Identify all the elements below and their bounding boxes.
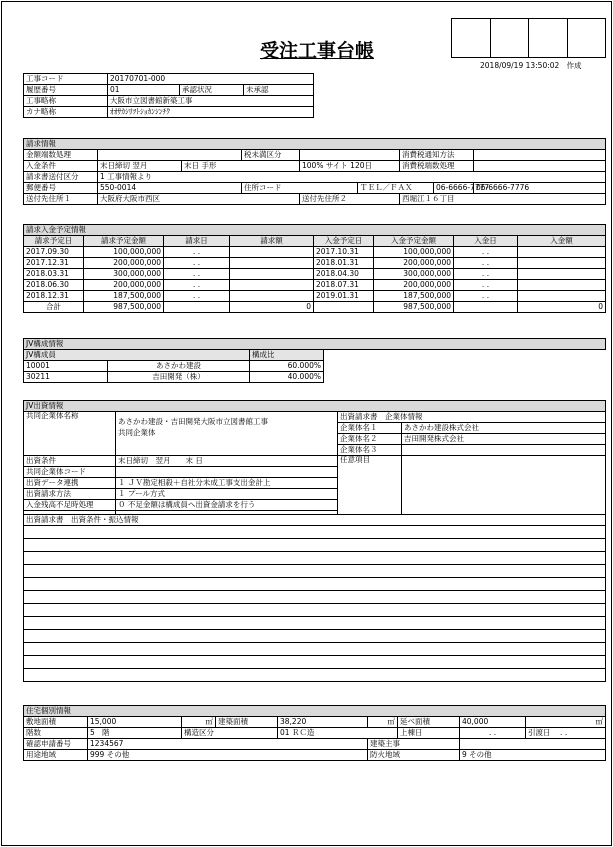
label: 引渡日 xyxy=(528,728,551,738)
label: 構造区分 xyxy=(182,728,278,739)
payment-terms: 末日締切 翌月 xyxy=(98,161,182,172)
ledger-page xyxy=(1,1,612,846)
table-cell xyxy=(518,280,606,291)
table-cell: 300,000,000 xyxy=(374,269,454,280)
shortfall-handling: ０ 不足金額は構成員へ出資金請求を行う xyxy=(116,500,338,511)
table-cell: 吉田開発（株） xyxy=(108,372,250,383)
floor-area: 40,000 xyxy=(460,717,526,728)
label: 工事略称 xyxy=(24,96,108,107)
label: JV構成員 xyxy=(24,350,250,361)
column-header: 請求予定金額 xyxy=(84,236,164,247)
company-1: あさかわ建設株式会社 xyxy=(402,423,606,434)
label: 企業体名２ xyxy=(338,434,402,445)
stamp-box xyxy=(568,19,606,57)
label: 郵便番号 xyxy=(24,183,98,194)
label: 出資請求書 企業体情報 xyxy=(338,412,606,423)
company-2: 吉田開発株式会社 xyxy=(402,434,606,445)
label: 税未満区分 xyxy=(242,150,300,161)
column-header: 入金予定日 xyxy=(314,236,374,247)
label: 出資条件 xyxy=(24,456,116,467)
label: 出資請求方法 xyxy=(24,489,116,500)
request-method: １ プール方式 xyxy=(116,489,338,500)
label: 消費税端数処理 xyxy=(400,161,474,172)
label: 工事コード xyxy=(24,74,108,85)
column-header: 入金予定金額 xyxy=(374,236,454,247)
table-cell: 30211 xyxy=(24,372,108,383)
label: 延べ面積 xyxy=(398,717,460,728)
revision-number: 01 xyxy=(108,85,180,96)
label: 用途地域 xyxy=(24,750,88,761)
label: 送付先住所２ xyxy=(300,194,400,205)
label: 確認申請番号 xyxy=(24,739,88,750)
column-header: 請求日 xyxy=(164,236,230,247)
building-owner xyxy=(460,739,606,750)
label: 金額端数処理 xyxy=(24,150,98,161)
framing-date: . . xyxy=(460,728,526,739)
label: 請求書送付区分 xyxy=(24,172,98,183)
label: 共同企業体名称 xyxy=(24,412,116,456)
postal-code: 550-0014 xyxy=(98,183,242,194)
note-line xyxy=(24,526,606,539)
table-cell: 100,000,000 xyxy=(84,247,164,258)
table-cell: 100,000,000 xyxy=(374,247,454,258)
table-cell: あさかわ建設 xyxy=(108,361,250,372)
table-cell: . . xyxy=(454,247,518,258)
table-cell: 2018.01.31 xyxy=(314,258,374,269)
table-cell: 2018.04.30 xyxy=(314,269,374,280)
table-row xyxy=(24,291,606,302)
label: 防火地域 xyxy=(368,750,460,761)
label: 出資データ連携 xyxy=(24,478,116,489)
printed-timestamp: 2018/09/19 13:50:02 作成 xyxy=(480,61,582,70)
label: 入金残高不足時処理 xyxy=(24,500,116,511)
floors: 5 xyxy=(90,728,95,738)
table-cell: 200,000,000 xyxy=(374,280,454,291)
table-cell: 200,000,000 xyxy=(84,280,164,291)
site-area: 15,000 xyxy=(88,717,182,728)
stamp-box xyxy=(529,19,568,57)
use-zone: 999 その他 xyxy=(88,750,368,761)
table-cell: . . xyxy=(454,280,518,291)
approval-stamp-boxes xyxy=(451,18,606,58)
address-2: 西堀江１６丁目 xyxy=(400,194,606,205)
note-line xyxy=(24,604,606,617)
table-row xyxy=(24,372,606,383)
jv-name-2: 共同企業体 xyxy=(118,428,156,437)
section-header: 請求入金予定情報 xyxy=(24,225,606,236)
tel: 06-6666-7777 xyxy=(434,183,474,194)
note-line xyxy=(24,591,606,604)
table-cell: 60.000% xyxy=(250,361,324,372)
label: 建築主事 xyxy=(368,739,460,750)
total-billed: 0 xyxy=(230,302,314,313)
table-cell: . . xyxy=(454,258,518,269)
page-title: 受注工事台帳 xyxy=(259,40,374,62)
table-cell: 2018.06.30 xyxy=(24,280,84,291)
kana-name: ｵｵｻｶｼﾘﾂﾄｼｮｶﾝｼﾝﾁｸ xyxy=(108,107,314,118)
note-line xyxy=(24,565,606,578)
label: 入金条件 xyxy=(24,161,98,172)
table-cell: 300,000,000 xyxy=(84,269,164,280)
building-area: 38,220 xyxy=(278,717,368,728)
table-row xyxy=(24,361,606,372)
label: 消費税通知方法 xyxy=(400,150,474,161)
column-header: 請求額 xyxy=(230,236,314,247)
label: 構成比 xyxy=(250,350,324,361)
construction-name: 大阪市立図書館新築工事 xyxy=(108,96,314,107)
table-cell: 40.000% xyxy=(250,372,324,383)
label: 送付先住所１ xyxy=(24,194,98,205)
table-cell: . . xyxy=(164,280,230,291)
column-header: 請求予定日 xyxy=(24,236,84,247)
note-line xyxy=(24,630,606,643)
payment-terms-2: 末日 手形 xyxy=(182,161,300,172)
table-cell xyxy=(230,291,314,302)
table-cell: 187,500,000 xyxy=(84,291,164,302)
table-row xyxy=(24,269,606,280)
total-paid: 0 xyxy=(518,302,606,313)
column-header: 入金額 xyxy=(518,236,606,247)
basic-info-table xyxy=(23,73,314,118)
jv-code xyxy=(116,467,338,478)
jv-name: あさかわ建設・吉田開発大阪市立図書館工事 xyxy=(118,417,268,426)
table-cell: . . xyxy=(164,247,230,258)
table-cell: 200,000,000 xyxy=(374,258,454,269)
note-line xyxy=(24,656,606,669)
table-cell: 200,000,000 xyxy=(84,258,164,269)
table-cell: . . xyxy=(164,258,230,269)
table-cell xyxy=(230,280,314,291)
label: 出資請求書 出資条件・振込情報 xyxy=(24,515,606,526)
note-line xyxy=(24,643,606,656)
note-line xyxy=(24,539,606,552)
table-cell xyxy=(518,258,606,269)
table-cell xyxy=(518,247,606,258)
label: 建築面積 xyxy=(216,717,278,728)
structure-type: 01 ＲＣ造 xyxy=(278,728,398,739)
send-category: 1 工事情報より xyxy=(98,172,606,183)
label: 企業体名３ xyxy=(338,445,402,456)
label: 承認状況 xyxy=(180,85,244,96)
table-cell: 2018.07.31 xyxy=(314,280,374,291)
note-line xyxy=(24,617,606,630)
billing-info-table xyxy=(23,138,606,205)
approval-status: 未承認 xyxy=(244,85,314,96)
label: 敷地面積 xyxy=(24,717,88,728)
table-cell: . . xyxy=(454,291,518,302)
table-cell: 2017.09.30 xyxy=(24,247,84,258)
table-row xyxy=(24,280,606,291)
data-link: １ ＪＶ勘定相殺＋自社分未成工事支出金計上 xyxy=(116,478,338,489)
table-cell: 2018.03.31 xyxy=(24,269,84,280)
table-cell: 2019.01.31 xyxy=(314,291,374,302)
handover-date: . . xyxy=(560,728,568,738)
investment-terms: 末日締切 翌月 末 日 xyxy=(116,456,338,467)
jv-members-table xyxy=(23,338,606,383)
label: カナ略称 xyxy=(24,107,108,118)
table-cell: 2018.12.31 xyxy=(24,291,84,302)
note-line xyxy=(24,669,606,682)
label: 任意項目 xyxy=(338,456,402,515)
total-pay: 987,500,000 xyxy=(374,302,454,313)
section-header: 住宅個別情報 xyxy=(24,706,606,717)
table-cell: 187,500,000 xyxy=(374,291,454,302)
table-row xyxy=(24,247,606,258)
fax: 06-6666-7776 xyxy=(474,183,606,194)
section-header: JV出資情報 xyxy=(24,401,606,412)
unit: ㎡ xyxy=(526,717,606,728)
table-cell: . . xyxy=(164,269,230,280)
payment-terms-3: 100% サイト 120日 xyxy=(300,161,400,172)
table-cell xyxy=(230,269,314,280)
label: 共同企業体コード xyxy=(24,467,116,478)
fire-zone: 9 その他 xyxy=(460,750,606,761)
housing-info-table xyxy=(23,705,606,761)
table-row xyxy=(24,258,606,269)
unit: ㎡ xyxy=(368,717,398,728)
note-line xyxy=(24,578,606,591)
total-label: 合計 xyxy=(24,302,84,313)
section-header: JV構成情報 xyxy=(24,339,606,350)
billing-schedule-table xyxy=(23,224,606,313)
stamp-box xyxy=(452,19,491,57)
label: 企業体名１ xyxy=(338,423,402,434)
construction-code: 20170701-000 xyxy=(108,74,314,85)
table-cell: 2017.10.31 xyxy=(314,247,374,258)
table-cell xyxy=(230,258,314,269)
label: ＴＥＬ／ＦＡＸ xyxy=(358,183,434,194)
unit: 階 xyxy=(101,728,110,738)
table-cell xyxy=(230,247,314,258)
table-cell xyxy=(518,291,606,302)
label: 履歴番号 xyxy=(24,85,108,96)
label: 上棟日 xyxy=(398,728,460,739)
label: 住所コード xyxy=(242,183,358,194)
stamp-box xyxy=(491,19,530,57)
table-cell: . . xyxy=(454,269,518,280)
label: 階数 xyxy=(24,728,88,739)
section-header: 請求情報 xyxy=(24,139,606,150)
table-cell: 10001 xyxy=(24,361,108,372)
note-line xyxy=(24,552,606,565)
table-cell xyxy=(518,269,606,280)
unit: ㎡ xyxy=(182,717,216,728)
column-header: 入金日 xyxy=(454,236,518,247)
address-1: 大阪府大阪市西区 xyxy=(98,194,300,205)
table-cell: . . xyxy=(164,291,230,302)
company-3 xyxy=(402,445,606,456)
jv-investment-table xyxy=(23,400,606,682)
table-cell: 2017.12.31 xyxy=(24,258,84,269)
total-bill: 987,500,000 xyxy=(84,302,164,313)
confirmation-number: 1234567 xyxy=(88,739,368,750)
